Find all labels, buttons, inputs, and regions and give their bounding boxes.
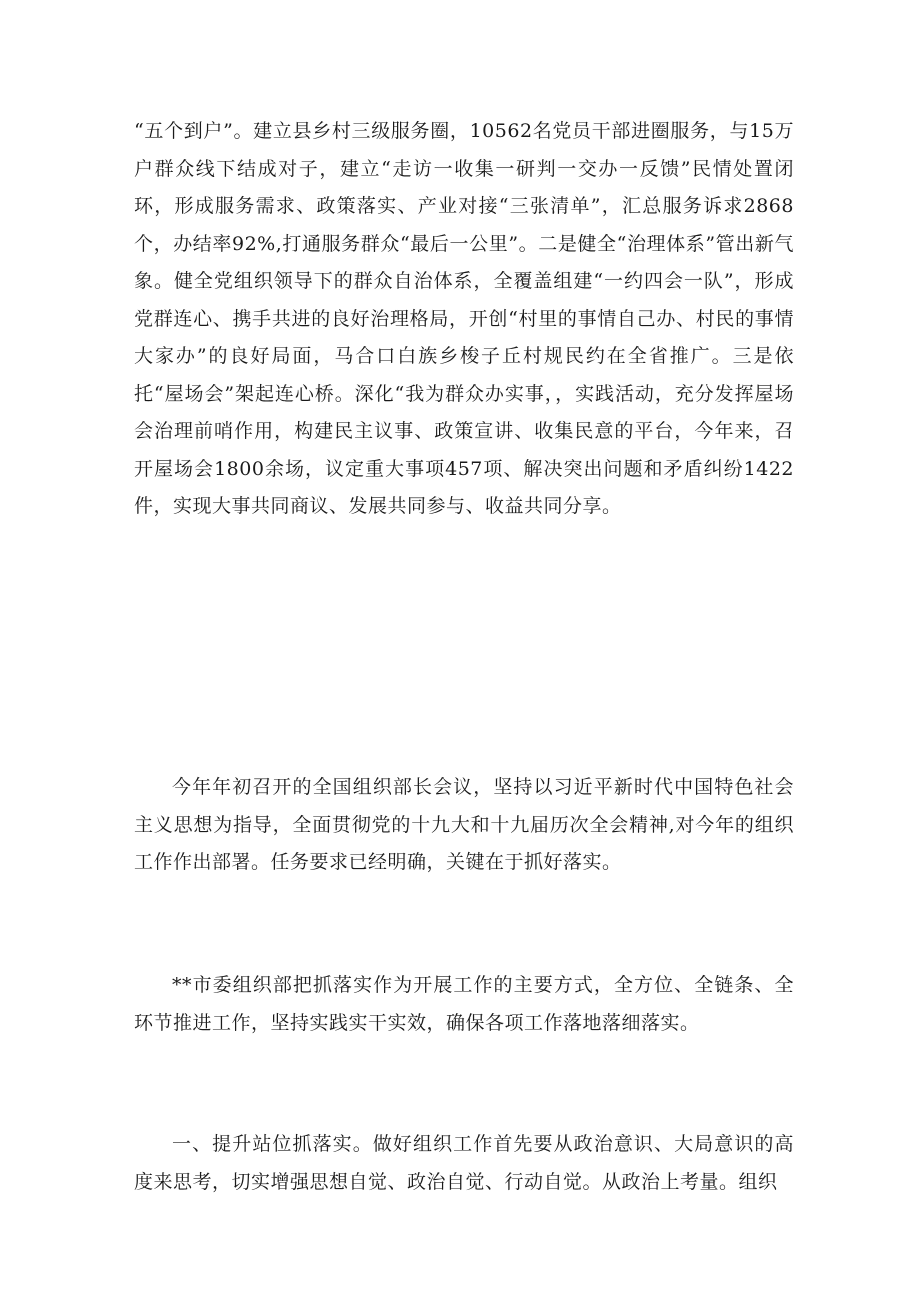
paragraph-implementation-approach: **市委组织部把抓落实作为开展工作的主要方式，全方位、全链条、全环节推进工作，坚持实践实干实效，确保各项工作落地落细落实。	[134, 974, 794, 1034]
paragraph-section-one: 一、提升站位抓落实。做好组织工作首先要从政治意识、大局意识的高度来思考，切实增强思想自觉、政治自觉、行动自觉。从政治上考量。组织	[134, 1133, 794, 1193]
paragraph-national-conference: 今年年初召开的全国组织部长会议，坚持以习近平新时代中国特色社会主义思想为指导，全面贯彻党的十九大和十九届历次全会精神,对今年的组织工作作出部署。任务要求已经明确，关键在于抓好落实。	[134, 776, 794, 873]
paragraph-service-and-governance: “五个到户”。建立县乡村三级服务圈，10562名党员干部进圈服务，与15万户群众线下结成对子，建立“走访一收集一研判一交办一反馈”民情处置闭环，形成服务需求、政策落实、产业对接“三张清单”，汇总服务诉求2868个，办结率92%,打通服务群众“最后一公里”。二是健全“治理体系”管出新气象。健全党组织领导下的群众自治体系，全覆盖组建“一约四会一队”，形成党群连心、携手共进的良好治理格局，开创“村里的事情自己办、村民的事情大家办”的良好局面，马合口白族乡梭子丘村规民约在全省推广。三是依托“屋场会”架起连心桥。深化“我为群众办实事，，实践活动，充分发挥屋场会治理前哨作用，构建民主议事、政策宣讲、收集民意的平台，今年来，召开屋场会1800余场，议定重大事项457项、解决突出问题和矛盾纠纷1422件，实现大事共同商议、发展共同参与、收益共同分享。	[134, 120, 794, 517]
